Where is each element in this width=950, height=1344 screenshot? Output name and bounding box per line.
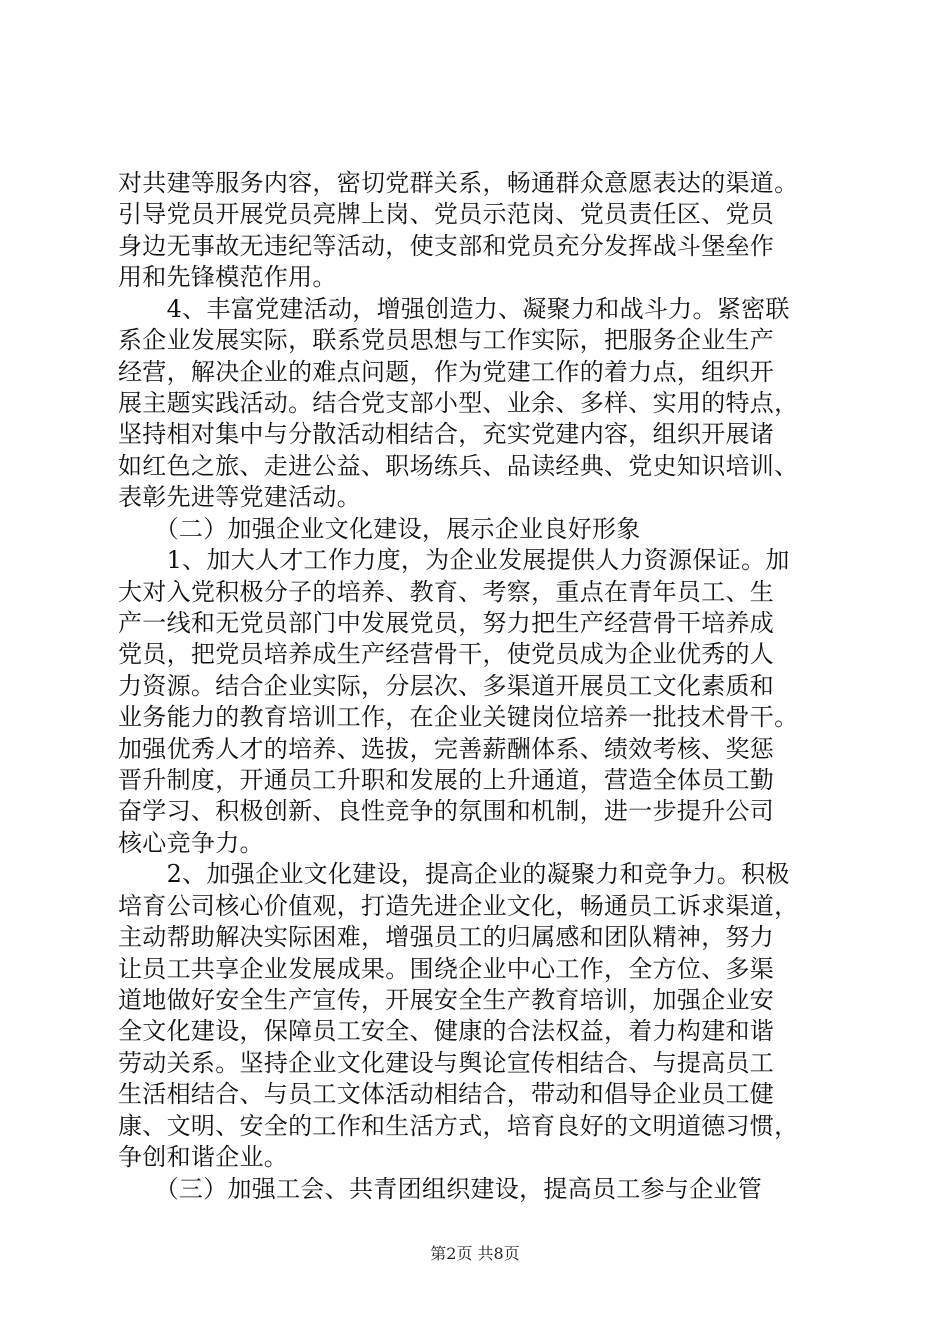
text-line: 主动帮助解决实际困难，增强员工的归属感和团队精神，努力 [118, 923, 775, 952]
text-line: 劳动关系。坚持企业文化建设与舆论宣传相结合、与提高员工 [118, 1048, 775, 1077]
text-line: 如红色之旅、走进公益、职场练兵、品读经典、党史知识培训、 [118, 451, 799, 480]
text-line: 系企业发展实际，联系党员思想与工作实际，把服务企业生产 [118, 326, 775, 355]
text-line: 培育公司核心价值观，打造先进企业文化，畅通员工诉求渠道， [118, 891, 799, 920]
text-line: 1、加大人才工作力度，为企业发展提供人力资源保证。加 [118, 546, 790, 575]
text-line: 用和先锋模范作用。 [118, 263, 337, 292]
section-heading: （三）加强工会、共青团组织建设，提高员工参与企业管 [118, 1174, 763, 1203]
text-line: 4、丰富党建活动，增强创造力、凝聚力和战斗力。紧密联 [118, 294, 790, 323]
text-line: 坚持相对集中与分散活动相结合，充实党建内容，组织开展诸 [118, 420, 775, 449]
text-line: 让员工共享企业发展成果。围绕企业中心工作，全方位、多渠 [118, 954, 775, 983]
page-footer: 第2页 共8页 [430, 1244, 520, 1263]
text-line: 产一线和无党员部门中发展党员，努力把生产经营骨干培养成 [118, 608, 775, 637]
text-line: 核心竞争力。 [118, 828, 264, 857]
text-line: 身边无事故无违纪等活动，使支部和党员充分发挥战斗堡垒作 [118, 231, 775, 260]
text-line: 2、加强企业文化建设，提高企业的凝聚力和竞争力。积极 [118, 860, 790, 889]
text-line: 表彰先进等党建活动。 [118, 483, 361, 512]
text-line: 党员，把党员培养成生产经营骨干，使党员成为企业优秀的人 [118, 640, 775, 669]
text-line: 争创和谐企业。 [118, 1143, 289, 1172]
text-line: 康、文明、安全的工作和生活方式，培育良好的文明道德习惯， [118, 1111, 799, 1140]
text-line: 经营，解决企业的难点问题，作为党建工作的着力点，组织开 [118, 357, 775, 386]
text-line: 力资源。结合企业实际，分层次、多渠道开展员工文化素质和 [118, 671, 775, 700]
text-line: 展主题实践活动。结合党支部小型、业余、多样、实用的特点， [118, 388, 799, 417]
section-heading: （二）加强企业文化建设，展示企业良好形象 [118, 514, 641, 543]
text-line: 生活相结合、与员工文体活动相结合，带动和倡导企业员工健 [118, 1080, 775, 1109]
text-line: 晋升制度，开通员工升职和发展的上升通道，营造全体员工勤 [118, 766, 775, 795]
text-line: 引导党员开展党员亮牌上岗、党员示范岗、党员责任区、党员 [118, 200, 775, 229]
text-line: 道地做好安全生产宣传，开展安全生产教育培训，加强企业安 [118, 986, 775, 1015]
text-line: 奋学习、积极创新、良性竞争的氛围和机制，进一步提升公司 [118, 797, 775, 826]
text-line: 全文化建设，保障员工安全、健康的合法权益，着力构建和谐 [118, 1017, 775, 1046]
text-line: 加强优秀人才的培养、选拔，完善薪酬体系、绩效考核、奖惩 [118, 734, 775, 763]
text-line: 大对入党积极分子的培养、教育、考察，重点在青年员工、生 [118, 577, 775, 606]
text-line: 对共建等服务内容，密切党群关系，畅通群众意愿表达的渠道。 [118, 169, 799, 197]
text-line: 业务能力的教育培训工作，在企业关键岗位培养一批技术骨干。 [118, 703, 799, 732]
